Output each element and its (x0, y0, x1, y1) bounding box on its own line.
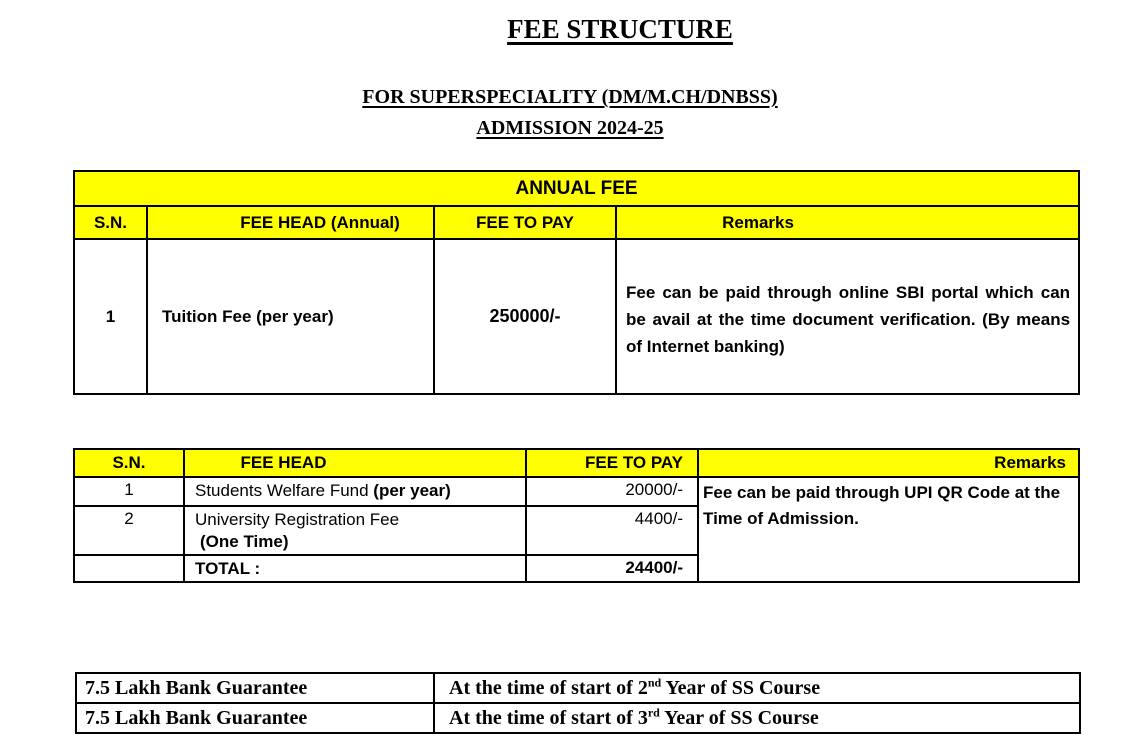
bg-row1-when: At the time of start of 2nd Year of SS Course (434, 673, 1080, 703)
fees-header-sn: S.N. (74, 449, 184, 477)
fees-row1-fee-head-suffix: (per year) (373, 481, 451, 500)
annual-row-fee-to-pay: 250000/- (434, 239, 616, 394)
fees-row-welfare-fund (74, 477, 1079, 506)
fees-row1-sn: 1 (74, 477, 184, 506)
annual-fee-table (73, 170, 1080, 395)
page-subtitle (0, 82, 1124, 144)
fees-header-fee-to-pay: FEE TO PAY (526, 449, 698, 477)
annual-row-fee-head: Tuition Fee (per year) (147, 239, 434, 394)
bank-guarantee-row-year2 (76, 673, 1080, 703)
bg-row2-label: 7.5 Lakh Bank Guarantee (76, 703, 434, 733)
fees-total-value: 24400/- (526, 555, 698, 582)
page-title (0, 14, 1124, 45)
fees-header-fee-head: FEE HEAD (184, 449, 526, 477)
fees-header-remarks: Remarks (698, 449, 1079, 477)
subtitle-line-2: ADMISSION 2024-25 (476, 117, 664, 139)
bank-guarantee-table (75, 672, 1081, 734)
annual-row-remarks: Fee can be paid through online SBI portal which can be avail at the time document verification. (By means of Internet banking) (616, 239, 1079, 394)
fees-row1-fee-head: Students Welfare Fund (per year) (184, 477, 526, 506)
other-fees-table (73, 448, 1080, 583)
fees-row2-fee-head-suffix: (One Time) (200, 532, 289, 551)
fees-row2-fee-head: University Registration Fee (One Time) (184, 506, 526, 555)
annual-header-sn: S.N. (74, 206, 147, 239)
annual-fee-header-row (74, 206, 1079, 239)
fees-row2-fee-to-pay: 4400/- (526, 506, 698, 555)
annual-header-fee-head: FEE HEAD (Annual) (147, 206, 434, 239)
annual-row-sn: 1 (74, 239, 147, 394)
annual-header-fee-to-pay: FEE TO PAY (434, 206, 616, 239)
annual-fee-caption: ANNUAL FEE (74, 171, 1079, 206)
annual-header-remarks: Remarks (616, 206, 1079, 239)
other-fees-header-row (74, 449, 1079, 477)
fees-remarks: Fee can be paid through UPI QR Code at the Time of Admission. (698, 477, 1079, 582)
page-title-text: FEE STRUCTURE (507, 14, 733, 44)
bg-row1-label: 7.5 Lakh Bank Guarantee (76, 673, 434, 703)
bg-row1-ordinal: nd (647, 674, 662, 689)
subtitle-line-1: FOR SUPERSPECIALITY (DM/M.CH/DNBSS) (362, 86, 778, 108)
fees-row2-sn: 2 (74, 506, 184, 555)
fees-row1-fee-to-pay: 20000/- (526, 477, 698, 506)
bg-row2-when: At the time of start of 3rd Year of SS Course (434, 703, 1080, 733)
fees-total-sn-empty (74, 555, 184, 582)
bank-guarantee-row-year3 (76, 703, 1080, 733)
annual-fee-caption-row (74, 171, 1079, 206)
bg-row2-ordinal: rd (647, 704, 660, 719)
annual-fee-row-tuition (74, 239, 1079, 394)
fees-total-label: TOTAL : (184, 555, 526, 582)
